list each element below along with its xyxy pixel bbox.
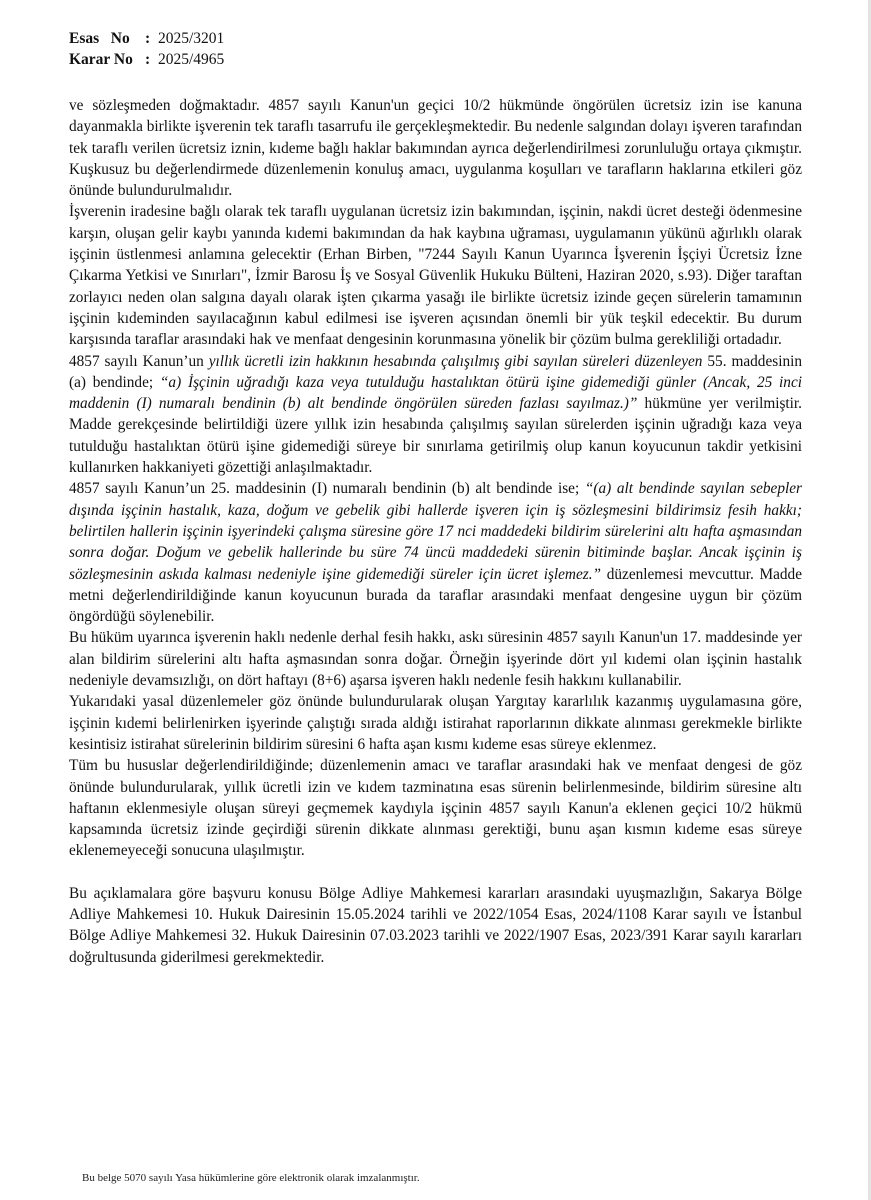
statute-quote-55a: “a) İşçinin uğradığı kaza veya tutulduğu hastalıktan ötürü işine gidemediği günler (Ancak, 25 inci maddenin (I) numaralı bendinin (b) alt bendinde öngörülen süreden fazlası sayılmaz.)” bbox=[69, 373, 802, 413]
paragraph-3: 4857 sayılı Kanun’un yıllık ücretli izin hakkının hesabında çalışılmış gibi sayılan süreleri düzenleyen 55. maddesinin (a) bendinde; “a) İşçinin uğradığı kaza veya tutulduğu hastalıktan ötürü işine gidemediği günler (Ancak, 25 inci maddenin (I) numaralı bendinin (b) alt bendinde öngörülen süreden fazlası sayılmaz.)” hükmüne yer verilmiştir. Madde gerekçesinde belirtildiği üzere yıllık izin hesabında çalışılmış sayılan sürelerden işçinin uğradığı kaza veya tutulduğu hastalıktan ötürü işine gidemediği süreye bir sınırlama getirilmiş olup kanun koyucunun takdir yetkisini kullanırken hakkaniyeti gözettiği anlaşılmaktadır. bbox=[69, 352, 803, 477]
esas-colon: : bbox=[145, 30, 151, 47]
document-body bbox=[69, 95, 802, 968]
paragraph-7: Tüm bu hususlar değerlendirildiğinde; düzenlemenin amacı ve taraflar arasındaki hak ve menfaat dengesi de göz önünde bulundurularak, yıllık ücretli izin ve kıdem tazminatına esas sürenin belirlenmesinde, bildirim süresine altı haftanın eklenmesiyle oluşan süreyi geçmemek kaydıyla işçinin 4857 sayılı Kanun'a eklenen geçici 10/2 hükmü kapsamında ücretsiz izinde geçirdiği sürenin dikkate alınması gerektiği, bunu aşan kısmın kıdeme esas süreye eklenemeyeceği sonucuna ulaşılmıştır. bbox=[69, 757, 802, 860]
karar-colon: : bbox=[145, 51, 151, 68]
e-signature-note: Bu belge 5070 sayılı Yasa hükümlerine göre elektronik olarak imzalanmıştır. bbox=[82, 1172, 420, 1184]
karar-row bbox=[69, 49, 224, 70]
case-header bbox=[69, 28, 224, 70]
italic-phrase: yıllık ücretli izin hakkının hesabında çalışılmış gibi sayılan süreleri düzenleyen bbox=[208, 352, 703, 370]
esas-row bbox=[69, 28, 224, 49]
karar-label: Karar No bbox=[69, 51, 133, 68]
paragraph-8: Bu açıklamalara göre başvuru konusu Bölge Adliye Mahkemesi kararları arasındaki uyuşmazlığın, Sakarya Bölge Adliye Mahkemesi 10. Hukuk Dairesinin 15.05.2024 tarihli ve 2022/1054 Esas, 2024/1108 Karar sayılı ve İstanbul Bölge Adliye Mahkemesi 32. Hukuk Dairesinin 07.03.2023 tarihli ve 2022/1907 Esas, 2023/391 Karar sayılı kararları doğrultusunda giderilmesi gerekmektedir. bbox=[69, 884, 802, 966]
paragraph-1: ve sözleşmeden doğmaktadır. 4857 sayılı Kanun'un geçici 10/2 hükmünde öngörülen ücretsiz izin ise kanuna dayanmakla birlikte işverenin tek taraflı tasarrufu ile gerçekleşmektedir. Bu nedenle salgından dolayı işveren tarafından tek taraflı verilen ücretsiz iznin, kıdeme bağlı haklar bakımından ayrıca değerlendirilmesi zorunluluğu ortaya çıkmıştır. Kuşkusuz bu değerlendirmede düzenlemenin konuluş amacı, uygulanma koşulları ve tarafların haklarına etkileri göz önünde bulundurulmalıdır. bbox=[69, 97, 802, 200]
statute-quote-25b: “(a) alt bendinde sayılan sebepler dışında işçinin hastalık, kaza, doğum ve gebelik gibi hallerde işveren için iş sözleşmesini bildirimsiz fesih hakkı; belirtilen hallerin işçinin işyerindeki çalışma süresine göre 17 nci maddedeki bildirim sürelerini altı hafta aşmasından sonra doğar. Doğum ve gebelik hallerinde bu süre 74 üncü maddedeki sürenin bitiminde başlar. Ancak işçinin iş sözleşmesinin askıda kalması nedeniyle işine gidemediği süreler için ücret işlemez.” bbox=[69, 480, 802, 583]
paragraph-6: Yukarıdaki yasal düzenlemeler göz önünde bulundurularak oluşan Yargıtay kararlılık kazanmış uygulamasına göre, işçinin kıdemi belirlenirken işyerinde çalıştığı sırada aldığı istirahat raporlarının dikkate alınması gerekmekle birlikte kesintisiz istirahat sürelerinin bildirim süresini 6 hafta aşan kısmı kıdeme esas süreye eklenmez. bbox=[69, 693, 802, 753]
paragraph-4: 4857 sayılı Kanun’un 25. maddesinin (I) numaralı bendinin (b) alt bendinde ise; “(a) alt bendinde sayılan sebepler dışında işçinin hastalık, kaza, doğum ve gebelik gibi hallerde işveren için iş sözleşmesini bildirimsiz fesih hakkı; belirtilen hallerin işçinin işyerindeki çalışma süresine göre 17 nci maddedeki bildirim sürelerini altı hafta aşmasından sonra doğar. Doğum ve gebelik hallerinde bu süre 74 üncü maddedeki sürenin bitiminde başlar. Ancak işçinin iş sözleşmesinin askıda kalması nedeniyle işine gidemediği süreler için ücret işlemez.” düzenlemesi mevcuttur. Madde metni değerlendirildiğinde kanun koyucunun burada da taraflar arasındaki menfaat dengesine uygun bir çözüm öngördüğü söylenebilir. bbox=[69, 480, 802, 626]
karar-number: 2025/4965 bbox=[158, 51, 225, 68]
esas-label: Esas No bbox=[69, 30, 130, 47]
paragraph-2: İşverenin iradesine bağlı olarak tek taraflı uygulanan ücretsiz izin bakımından, işçinin, nakdi ücret desteği ödenmesine karşın, oluşan gelir kaybı yanında kıdemi bakımından da hak kaybına uğraması, uygulamanın yükünü ağırlıklı olarak işçinin üstlenmesi anlamına gelecektir (Erhan Birben, "7244 Sayılı Kanun Uyarınca İşverenin İşçiyi Ücretsiz İzne Çıkarma Yetkisi ve Sınırları", İzmir Barosu İş ve Sosyal Güvenlik Hukuku Bülteni, Haziran 2020, s.93). Diğer taraftan zorlayıcı neden olan salgına dayalı olarak işten çıkarma yasağı ile birlikte ücretsiz izinde geçen sürelerin tamamının işçinin kıdeminden sayılacağının kabul edilmesi ise işveren açısından önemli bir yük teşkil edecektir. Bu durum karşısında taraflar arasındaki hak ve menfaat dengesinin korunmasına yönelik bir çözüm bulma gerekliliği ortadadır. bbox=[69, 203, 802, 349]
esas-number: 2025/3201 bbox=[158, 30, 225, 47]
paragraph-5: Bu hüküm uyarınca işverenin haklı nedenle derhal fesih hakkı, askı süresinin 4857 sayılı Kanun'un 17. maddesinde yer alan bildirim sürelerini altı hafta aşmasından sonra doğar. Örneğin işyerinde dört yıl kıdemi olan işçinin hastalık nedeniyle devamsızlığı, on dört haftayı (8+6) aşarsa işveren haklı nedenle fesih hakkını kullanabilir. bbox=[69, 629, 802, 690]
